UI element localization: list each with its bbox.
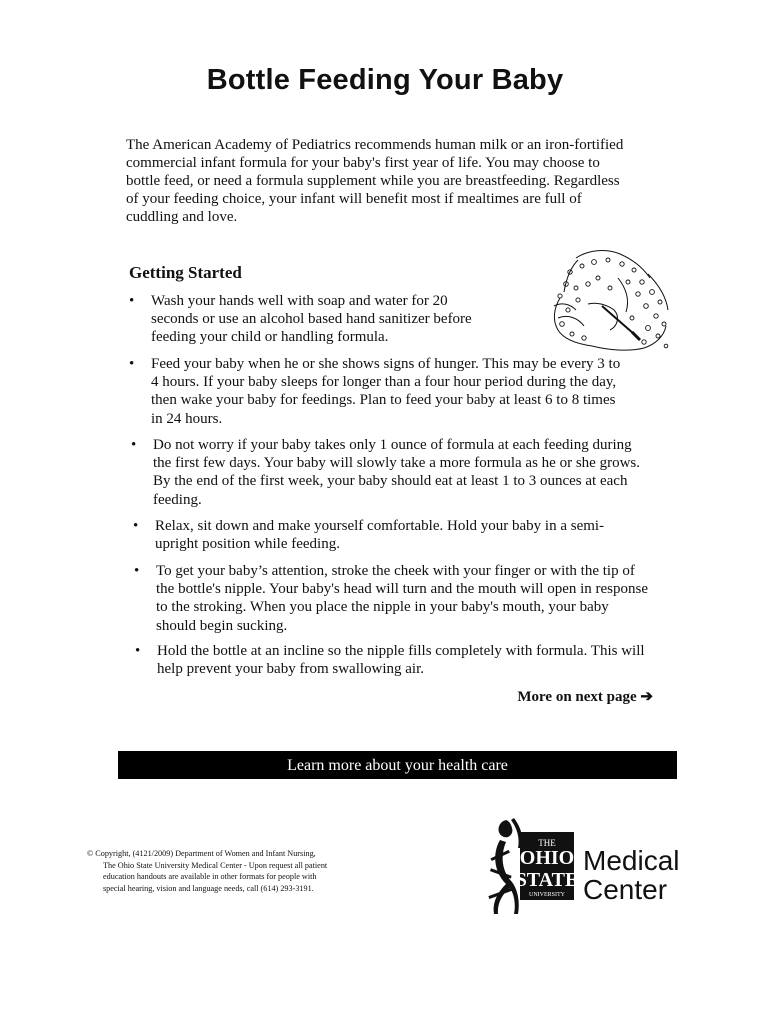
bottle-feeding-illustration-icon — [548, 248, 673, 360]
list-item-text: Feed your baby when he or she shows signs of hunger. This may be every 3 to 4 hours. If your baby sleeps for longer than a four hour period during the day, then wake your baby for feedings. Plan to feed your baby at least 6 to 8 times in 24 hours. — [151, 356, 621, 427]
bullet-icon: • — [133, 518, 139, 534]
list-item-text: To get your baby’s attention, stroke the cheek with your finger or with the tip of the bottle's nipple. Your baby's head will turn and the mouth will open in response to the stroking. When you place the nipple in your baby's mouth, your baby should begin sucking. — [156, 563, 649, 634]
copyright-line: The Ohio State University Medical Center - Upon request all patient — [103, 860, 328, 870]
bullet-icon: • — [129, 356, 135, 372]
bullet-icon: • — [131, 437, 137, 453]
copyright-notice — [87, 848, 387, 894]
osu-medical-center-logo-icon — [484, 814, 584, 918]
logo-line-2: Center — [583, 874, 668, 905]
learn-more-banner[interactable]: Learn more about your health care — [118, 751, 677, 779]
page-title: Bottle Feeding Your Baby — [206, 64, 564, 96]
list-item — [135, 642, 653, 678]
bullet-icon: • — [129, 293, 135, 309]
list-item — [129, 355, 629, 428]
copyright-line: © Copyright, (4121/2009) Department of Women and Infant Nursing, — [87, 849, 316, 858]
list-item — [131, 436, 649, 509]
intro-paragraph: The American Academy of Pediatrics recommends human milk or an iron-fortified commercial infant formula for your baby's first year of life. You may choose to bottle feed, or need a formula supplement while you are breastfeeding. Regardless of your feeding choice, your infant will benefit most if mealtimes are full of cuddling and love. — [126, 137, 624, 225]
list-item-text: Wash your hands well with soap and water for 20 seconds or use an alcohol based hand sanitizer before feeding your child or handling formula. — [151, 293, 472, 346]
section-heading-getting-started: Getting Started — [129, 263, 242, 282]
list-item-text: Do not worry if your baby takes only 1 ounce of formula at each feeding during the first few days. Your baby will slowly take a more formula as he or she grows. By the end of the first week, your baby should eat at least 1 to 3 ounces at each feeding. — [153, 437, 640, 508]
list-item — [133, 517, 605, 553]
logo-line-1: Medical — [583, 845, 680, 876]
copyright-line: special hearing, vision and language needs, call (614) 293-3191. — [103, 883, 314, 893]
bullet-icon: • — [135, 643, 141, 659]
logo-mark-bottom: UNIVERSITY — [529, 892, 565, 898]
list-item — [134, 562, 652, 635]
logo-mark-top: THE — [538, 838, 556, 848]
list-item-text: Hold the bottle at an incline so the nipple fills completely with formula. This will help prevent your baby from swallowing air. — [157, 643, 645, 678]
medical-center-wordmark — [583, 846, 679, 904]
bullet-icon: • — [134, 563, 140, 579]
list-item-text: Relax, sit down and make yourself comfortable. Hold your baby in a semi-upright position while feeding. — [155, 518, 605, 553]
more-on-next-page-link[interactable]: More on next page ➔ — [517, 689, 653, 705]
list-item — [129, 292, 493, 347]
logo-mark-ohio: OHIO — [519, 847, 575, 869]
copyright-line: education handouts are available in other formats for people with — [103, 872, 317, 881]
logo-mark-state: STATE — [515, 869, 579, 891]
